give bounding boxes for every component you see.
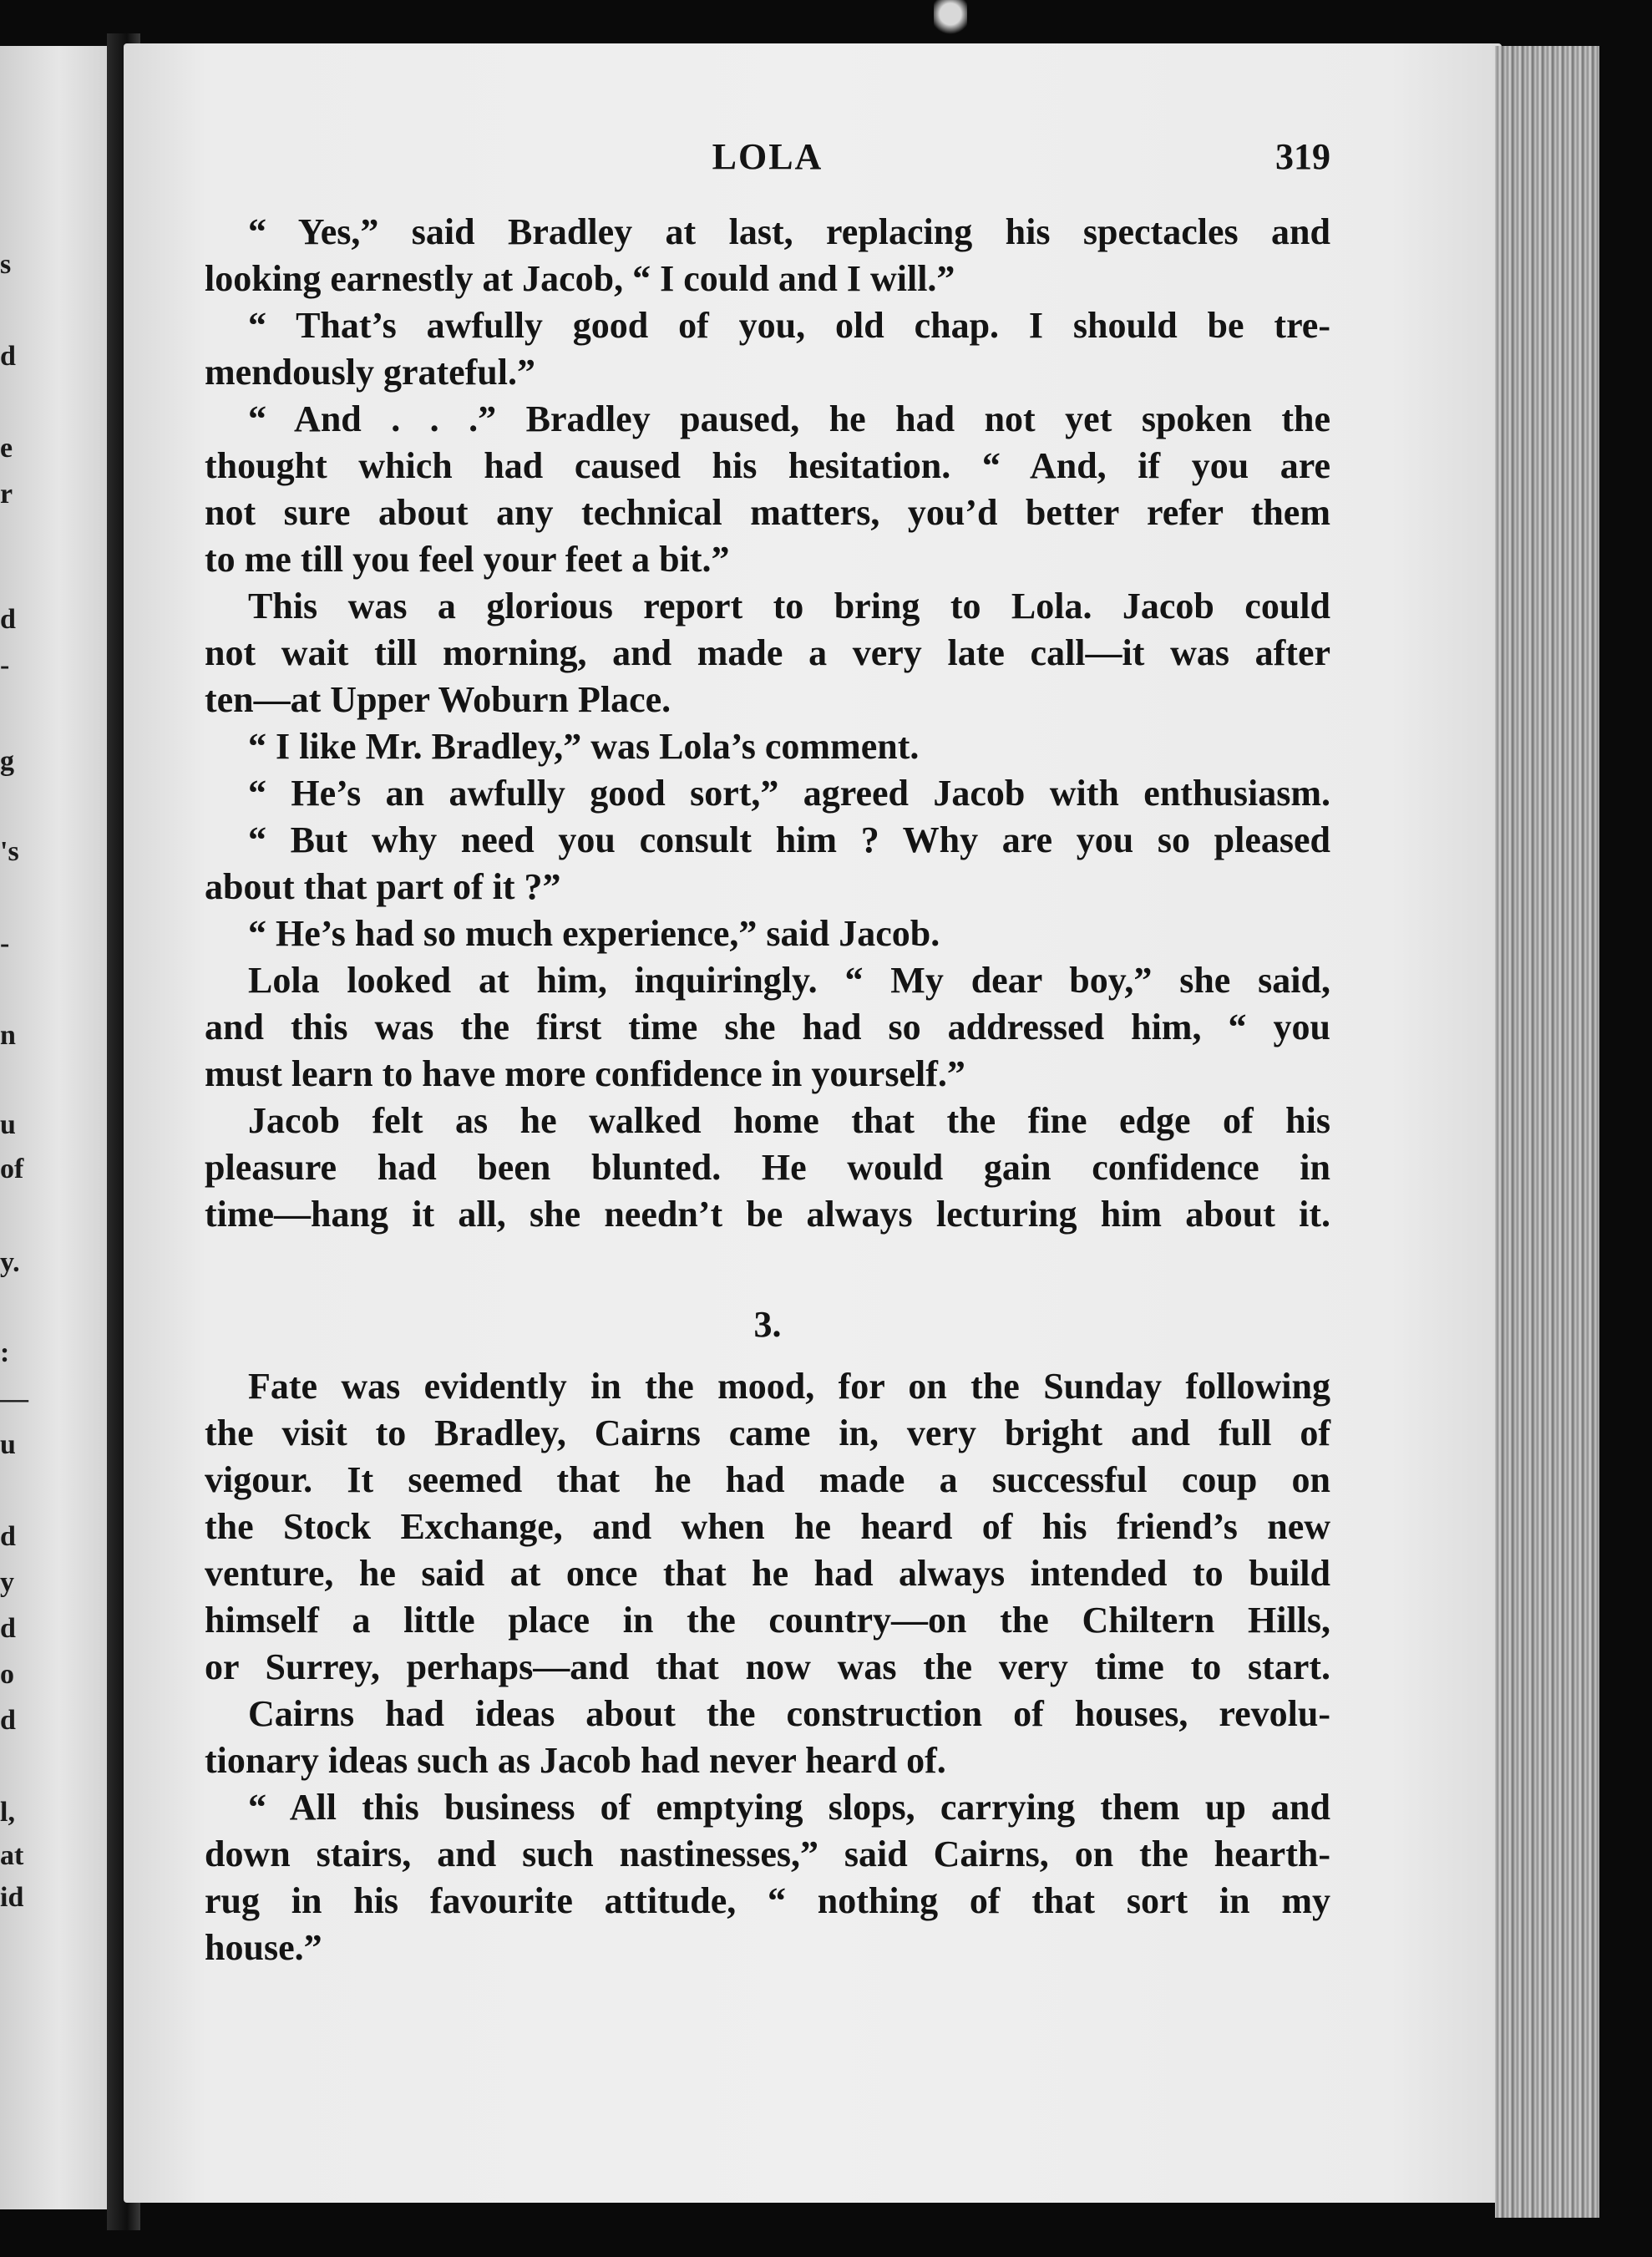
left-fragment: s: [0, 249, 12, 280]
text-line: “ He’s had so much experience,” said Jacob.: [248, 913, 940, 954]
text-line: “ But why need you consult him ? Why are you so pleased: [248, 819, 1330, 860]
left-fragment: g: [0, 746, 14, 777]
text-line: “ All this business of emptying slops, carrying them up and: [248, 1787, 1330, 1828]
text-line: “ I like Mr. Bradley,” was Lola’s comment.: [248, 726, 920, 767]
running-head: LOLA: [712, 136, 823, 177]
left-fragment: u: [0, 1429, 16, 1460]
text-line: “ He’s an awfully good sort,” agreed Jacob with enthusiasm.: [248, 773, 1330, 814]
text-line: house.”: [205, 1927, 322, 1968]
text-line: not sure about any technical matters, you’d better refer them: [205, 492, 1330, 533]
text-line: rug in his favourite attitude, “ nothing of that sort in my: [205, 1880, 1330, 1921]
text-line: Jacob felt as he walked home that the fine edge of his: [248, 1100, 1330, 1141]
text-line: mendously grateful.”: [205, 352, 535, 393]
left-fragment: d: [0, 604, 16, 635]
left-fragment: r: [0, 479, 13, 510]
text-line: time—hang it all, she needn’t be always lecturing him about it.: [205, 1194, 1330, 1235]
text-line: venture, he said at once that he had always intended to build: [205, 1553, 1330, 1594]
text-line: not wait till morning, and made a very late call—it was after: [205, 632, 1330, 673]
left-fragment: d: [0, 1521, 16, 1552]
text-line: down stairs, and such nastinesses,” said Cairns, on the hearth-: [205, 1833, 1330, 1874]
page-number: 319: [1275, 136, 1330, 177]
left-fragment: -: [0, 650, 10, 681]
left-fragment: l,: [0, 1797, 15, 1828]
left-fragment: of: [0, 1154, 24, 1184]
binding-clip-mark: [934, 0, 967, 35]
text-line: Fate was evidently in the mood, for on the Sunday following: [248, 1366, 1330, 1407]
text-line: the visit to Bradley, Cairns came in, very bright and full of: [205, 1413, 1330, 1453]
text-line: ten—at Upper Woburn Place.: [205, 679, 671, 720]
text-line: This was a glorious report to bring to Lola. Jacob could: [248, 586, 1330, 626]
text-line: Cairns had ideas about the construction of houses, revolu-: [248, 1693, 1330, 1734]
left-page-text-fragments: [0, 46, 33, 2209]
text-line: Lola looked at him, inquiringly. “ My dear boy,” she said,: [248, 960, 1330, 1001]
left-fragment: d: [0, 1705, 16, 1736]
left-fragment: n: [0, 1020, 16, 1051]
left-fragment: y.: [0, 1247, 20, 1278]
text-line: vigour. It seemed that he had made a successful coup on: [205, 1459, 1330, 1500]
text-line: and this was the first time she had so addressed him, “ you: [205, 1007, 1330, 1047]
text-line: thought which had caused his hesitation. “ And, if you are: [205, 445, 1330, 486]
section-number: 3.: [753, 1304, 782, 1345]
text-line: pleasure had been blunted. He would gain confidence in: [205, 1147, 1330, 1188]
text-line: to me till you feel your feet a bit.”: [205, 539, 730, 580]
left-fragment: id: [0, 1882, 24, 1913]
text-line: the Stock Exchange, and when he heard of his friend’s new: [205, 1506, 1330, 1547]
text-line: himself a little place in the country—on the Chiltern Hills,: [205, 1600, 1330, 1641]
text-line: about that part of it ?”: [205, 866, 561, 907]
left-fragment: o: [0, 1659, 14, 1690]
left-fragment: e: [0, 433, 13, 464]
left-fragment: —: [0, 1383, 28, 1414]
text-line: “ And . . .” Bradley paused, he had not yet spoken the: [248, 398, 1330, 439]
page-header: [205, 135, 1330, 185]
text-line: tionary ideas such as Jacob had never heard of.: [205, 1740, 946, 1781]
left-fragment: :: [0, 1337, 10, 1368]
left-fragment: 's: [0, 836, 19, 867]
text-line: or Surrey, perhaps—and that now was the very time to start.: [205, 1646, 1330, 1687]
text-line: must learn to have more confidence in yourself.”: [205, 1053, 965, 1094]
text-line: “ Yes,” said Bradley at last, replacing his spectacles and: [248, 211, 1330, 252]
left-fragment: d: [0, 1613, 16, 1644]
text-line: “ That’s awfully good of you, old chap. I should be tre-: [248, 305, 1330, 346]
left-page-sliver: [0, 46, 107, 2209]
left-fragment: y: [0, 1567, 14, 1598]
left-fragment: -: [0, 928, 10, 959]
text-line: looking earnestly at Jacob, “ I could and I will.”: [205, 258, 955, 299]
page-stack-edge: [1495, 46, 1599, 2218]
left-fragment: at: [0, 1840, 24, 1871]
left-fragment: u: [0, 1109, 16, 1140]
left-fragment: d: [0, 341, 16, 372]
